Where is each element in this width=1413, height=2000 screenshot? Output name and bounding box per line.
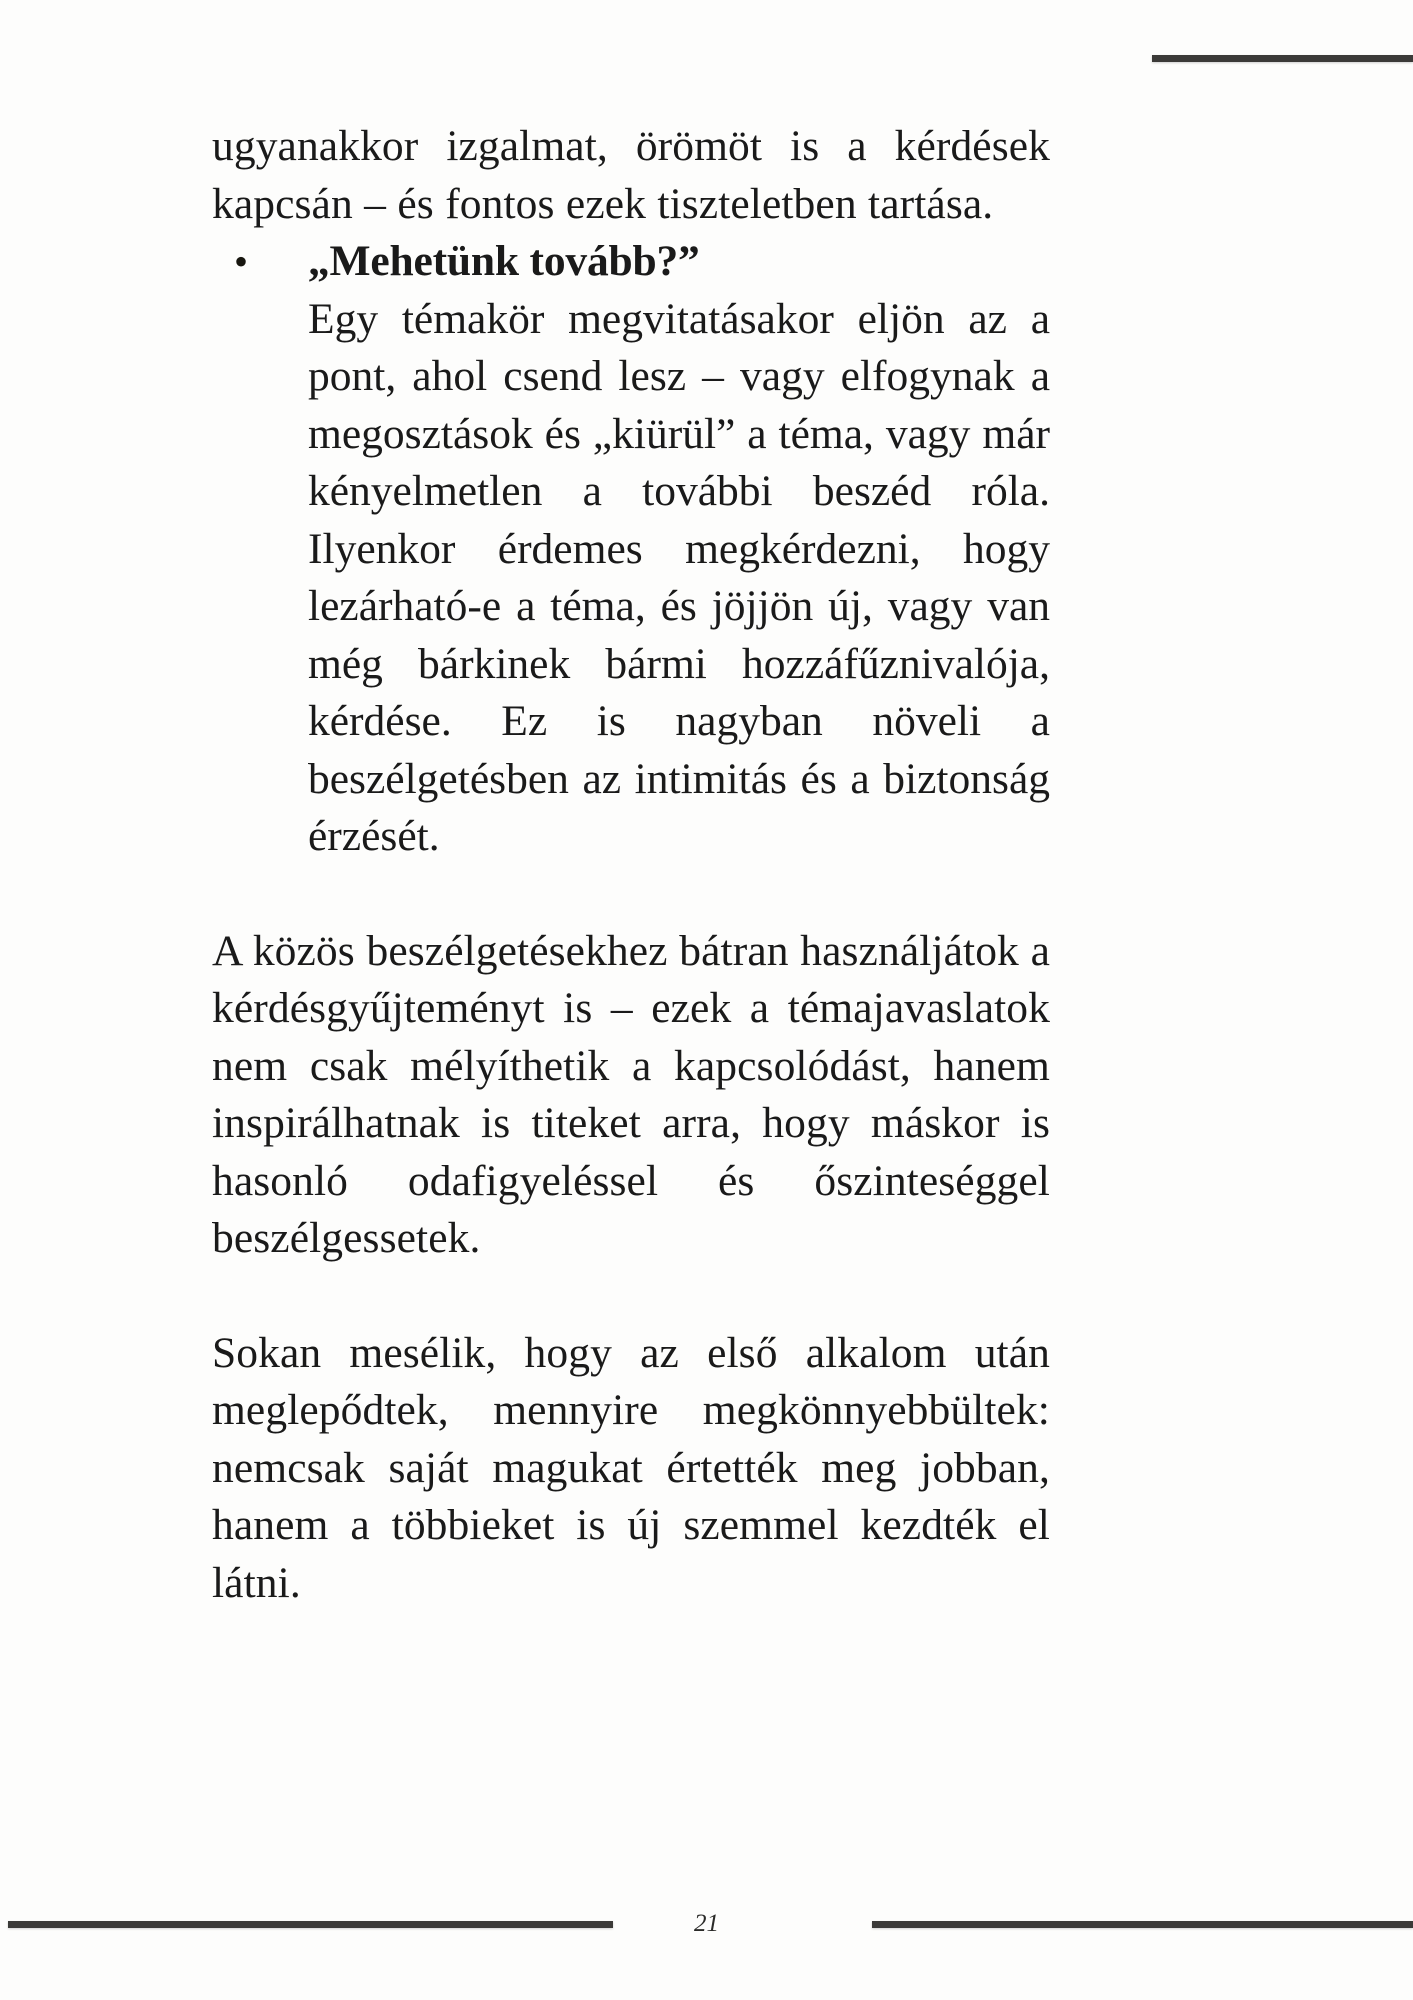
bullet-heading: „Mehetünk tovább?” (308, 237, 700, 285)
page-footer (0, 1910, 1413, 1953)
paragraph-3: Sokan mesélik, hogy az első alkalom után meglepődtek, mennyire megkönnyebbültek: nemcsak saját magukat értették meg jobban, hanem a többieket is új szemmel kezdték el látni. (212, 1328, 1050, 1607)
paragraph-spacer (212, 1268, 1050, 1325)
bullet-body-text: Egy témakör megvitatásakor eljön az a pont, ahol csend lesz – vagy elfogynak a megosztások és „kiürül” a téma, vagy már kényelmetlen a további beszéd róla. Ilyenkor érdemes megkérdezni, hogy lezárható-e a téma, és jöjjön új, vagy van még bárkinek bármi hozzáfűznivalója, kérdése. Ez is nagyban növeli a beszélgetésben az intimitás és a biztonság érzését. (308, 294, 1050, 860)
page-number: 21 (694, 1910, 719, 1937)
paragraph-spacer (212, 866, 1050, 923)
footer-rule-right (872, 1921, 1413, 1928)
paragraph-2: A közös beszélgetésekhez bátran használjátok a kérdésgyűjteményt is – ezek a témajavaslatok nem csak mélyíthetik a kapcsolódást, hanem inspirálhatnak is titeket arra, hogy máskor is hasonló odafigyeléssel és őszinteséggel beszélgessetek. (212, 926, 1050, 1262)
top-decorative-rule (1152, 55, 1413, 62)
text-column (212, 118, 1050, 1612)
bullet-list-item (212, 233, 1050, 866)
continued-paragraph: ugyanakkor izgalmat, örömöt is a kérdések kapcsán – és fontos ezek tiszteletben tartása. (212, 122, 1050, 228)
bullet-marker-icon: • (234, 239, 249, 284)
